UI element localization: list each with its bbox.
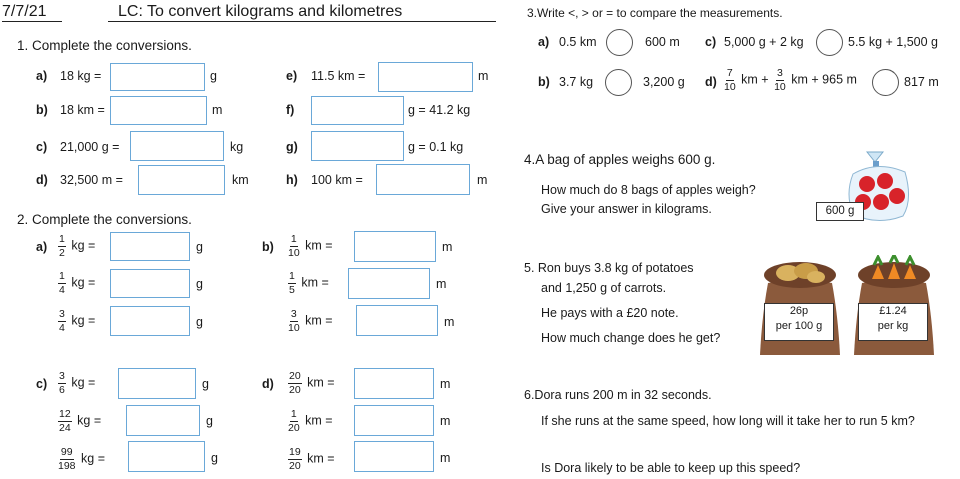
q3d-label: d) bbox=[705, 75, 717, 89]
q1c-answer-box[interactable] bbox=[130, 131, 224, 161]
potato-price: 26p bbox=[789, 305, 809, 317]
q1f-answer-box[interactable] bbox=[311, 96, 404, 125]
carrot-price: £1.24 bbox=[879, 305, 907, 317]
q1a-unit: g bbox=[210, 69, 217, 83]
q3d-left: $\frac{7}{10}$ km + $\frac{3}{10}$ km + 965 m bbox=[724, 67, 857, 93]
q2c-label: c) bbox=[36, 377, 48, 391]
q3d-right: 817 m bbox=[904, 75, 939, 89]
q2b-answer-box-1[interactable] bbox=[354, 231, 436, 262]
q1b-unit: m bbox=[212, 103, 223, 117]
q2d-unit-3: m bbox=[440, 451, 451, 465]
q2c-answer-box-2[interactable] bbox=[126, 405, 200, 436]
q2c-answer-box-1[interactable] bbox=[118, 368, 196, 399]
q3-heading: 3.Write <, > or = to compare the measurements. bbox=[527, 6, 783, 20]
q5-line3: How much change does he get? bbox=[541, 331, 721, 345]
q2a-answer-box-2[interactable] bbox=[110, 269, 190, 298]
q2b-row3: $\frac{3}{10}$ km = bbox=[288, 308, 333, 334]
q4-line1: How much do 8 bags of apples weigh? bbox=[541, 183, 756, 197]
q1-heading: 1. Complete the conversions. bbox=[17, 38, 192, 53]
q2c-unit-1: g bbox=[202, 377, 209, 391]
q1e-unit: m bbox=[478, 69, 489, 83]
q1c-label: c) bbox=[36, 140, 48, 154]
q1g-label: g) bbox=[286, 140, 298, 154]
page-title: LC: To convert kilograms and kilometres bbox=[118, 3, 403, 20]
date: 7/7/21 bbox=[2, 3, 47, 20]
q3a-right: 600 m bbox=[645, 35, 680, 49]
q3c-right: 5.5 kg + 1,500 g bbox=[848, 35, 939, 49]
q1a-text: 18 kg = bbox=[60, 69, 102, 83]
q3b-right: 3,200 g bbox=[643, 75, 685, 89]
q1h-text: 100 km = bbox=[311, 173, 363, 187]
q2d-label: d) bbox=[262, 377, 274, 391]
q1h-unit: m bbox=[477, 173, 488, 187]
q2c-unit-3: g bbox=[211, 451, 218, 465]
q2a-answer-box-1[interactable] bbox=[110, 232, 190, 261]
q6-heading: 6.Dora runs 200 m in 32 seconds. bbox=[524, 388, 712, 402]
q3a-label: a) bbox=[538, 35, 550, 49]
q2d-answer-box-3[interactable] bbox=[354, 441, 434, 472]
q1e-text: 11.5 km = bbox=[311, 69, 366, 83]
q1f-text: g = 41.2 kg bbox=[408, 103, 471, 117]
q2b-label: b) bbox=[262, 240, 274, 254]
q1g-answer-box[interactable] bbox=[311, 131, 404, 161]
q1f-label: f) bbox=[286, 103, 295, 117]
q2b-answer-box-2[interactable] bbox=[348, 268, 430, 299]
q2c-row1: $\frac{3}{6}$ kg = bbox=[59, 370, 96, 396]
q3b-compare-circle[interactable] bbox=[605, 69, 632, 96]
q2d-unit-2: m bbox=[440, 414, 451, 428]
carrot-price-tag bbox=[858, 303, 928, 341]
q1a-label: a) bbox=[36, 69, 48, 83]
potato-price-tag bbox=[764, 303, 834, 341]
q3d-compare-circle[interactable] bbox=[872, 69, 899, 96]
title-underline bbox=[108, 21, 496, 22]
q3b-left: 3.7 kg bbox=[559, 75, 594, 89]
q3c-label: c) bbox=[705, 35, 717, 49]
q2a-answer-box-3[interactable] bbox=[110, 306, 190, 336]
potato-price-unit: per 100 g bbox=[775, 320, 823, 332]
q2a-unit-3: g bbox=[196, 315, 203, 329]
q2a-row3: $\frac{3}{4}$ kg = bbox=[59, 308, 96, 334]
date-underline bbox=[2, 21, 62, 22]
q2a-unit-1: g bbox=[196, 240, 203, 254]
q5-heading: 5. Ron buys 3.8 kg of potatoes bbox=[524, 261, 694, 275]
q1d-label: d) bbox=[36, 173, 48, 187]
q3c-compare-circle[interactable] bbox=[816, 29, 843, 56]
q2c-row2: $\frac{12}{24}$ kg = bbox=[59, 408, 102, 434]
q5-line1: and 1,250 g of carrots. bbox=[541, 281, 667, 295]
q1e-answer-box[interactable] bbox=[378, 62, 473, 92]
q4-weight-tag: 600 g bbox=[816, 202, 864, 221]
q1a-answer-box[interactable] bbox=[110, 63, 205, 91]
q4-heading: 4.A bag of apples weighs 600 g. bbox=[524, 152, 716, 167]
q1h-answer-box[interactable] bbox=[376, 164, 470, 195]
q1c-unit: kg bbox=[230, 140, 244, 154]
q3a-left: 0.5 km bbox=[559, 35, 597, 49]
q2b-row1: $\frac{1}{10}$ km = bbox=[288, 233, 333, 259]
q1b-label: b) bbox=[36, 103, 48, 117]
q1d-unit: km bbox=[232, 173, 249, 187]
q1d-answer-box[interactable] bbox=[138, 165, 225, 195]
q2b-answer-box-3[interactable] bbox=[356, 305, 438, 336]
carrot-price-unit: per kg bbox=[877, 320, 909, 332]
q1d-text: 32,500 m = bbox=[60, 173, 123, 187]
q2b-unit-2: m bbox=[436, 277, 447, 291]
q2d-row3: $\frac{19}{20}$ km = bbox=[289, 446, 335, 472]
q3b-label: b) bbox=[538, 75, 550, 89]
q6-line1: If she runs at the same speed, how long will it take her to run 5 km? bbox=[541, 414, 915, 428]
q6-line2: Is Dora likely to be able to keep up this speed? bbox=[541, 461, 801, 475]
q1b-text: 18 km = bbox=[60, 103, 105, 117]
q2b-unit-1: m bbox=[442, 240, 453, 254]
q2a-unit-2: g bbox=[196, 277, 203, 291]
q2a-label: a) bbox=[36, 240, 48, 254]
q1c-text: 21,000 g = bbox=[60, 140, 120, 154]
q2c-row3: $\frac{99}{198}$ kg = bbox=[58, 446, 105, 472]
q5-line2: He pays with a £20 note. bbox=[541, 306, 679, 320]
q4-line2: Give your answer in kilograms. bbox=[541, 202, 712, 216]
q2d-answer-box-1[interactable] bbox=[354, 368, 434, 399]
q2d-row1: $\frac{20}{20}$ km = bbox=[289, 370, 335, 396]
q2c-answer-box-3[interactable] bbox=[128, 441, 205, 472]
q2a-row1: $\frac{1}{2}$ kg = bbox=[59, 233, 96, 259]
q2a-row2: $\frac{1}{4}$ kg = bbox=[59, 270, 96, 296]
q3a-compare-circle[interactable] bbox=[606, 29, 633, 56]
q2b-unit-3: m bbox=[444, 315, 455, 329]
q1b-answer-box[interactable] bbox=[110, 96, 207, 125]
q2d-row2: $\frac{1}{20}$ km = bbox=[288, 408, 333, 434]
q3c-left: 5,000 g + 2 kg bbox=[724, 35, 804, 49]
q2b-row2: $\frac{1}{5}$ km = bbox=[289, 270, 329, 296]
q1e-label: e) bbox=[286, 69, 298, 83]
q2c-unit-2: g bbox=[206, 414, 213, 428]
q1h-label: h) bbox=[286, 173, 298, 187]
q2d-unit-1: m bbox=[440, 377, 451, 391]
q2d-answer-box-2[interactable] bbox=[354, 405, 434, 436]
q1g-text: g = 0.1 kg bbox=[408, 140, 464, 154]
q2-heading: 2. Complete the conversions. bbox=[17, 212, 192, 227]
